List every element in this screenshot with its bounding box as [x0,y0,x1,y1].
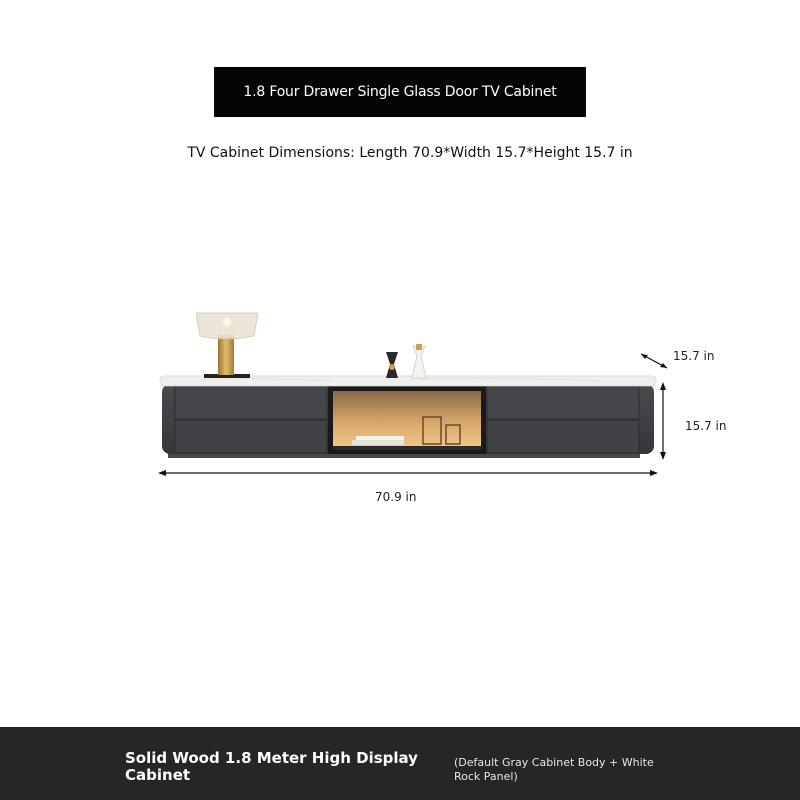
compartment-shelf [333,446,481,450]
books-stack [356,436,404,440]
length-label: 70.9 in [375,490,417,504]
right-drawer-top [487,386,639,419]
left-drawer-bottom [175,420,327,453]
variant-name: Solid Wood 1.8 Meter High Display Cabinet [125,749,418,784]
lamp-stem [218,335,234,375]
books-stack-lower [352,440,404,445]
height-label: 15.7 in [685,419,727,433]
right-drawer-bottom [487,420,639,453]
variant-note: (Default Gray Cabinet Body + White Rock Panel) [454,756,654,783]
vase-white [412,346,426,378]
dimensions-caption: TV Cabinet Dimensions: Length 70.9*Width 15.7*Height 15.7 in [187,145,633,161]
variant-info-bar [0,727,800,800]
product-title: 1.8 Four Drawer Single Glass Door TV Cabinet [243,84,557,100]
left-drawer-top [175,386,327,419]
depth-label: 15.7 in [673,349,715,363]
